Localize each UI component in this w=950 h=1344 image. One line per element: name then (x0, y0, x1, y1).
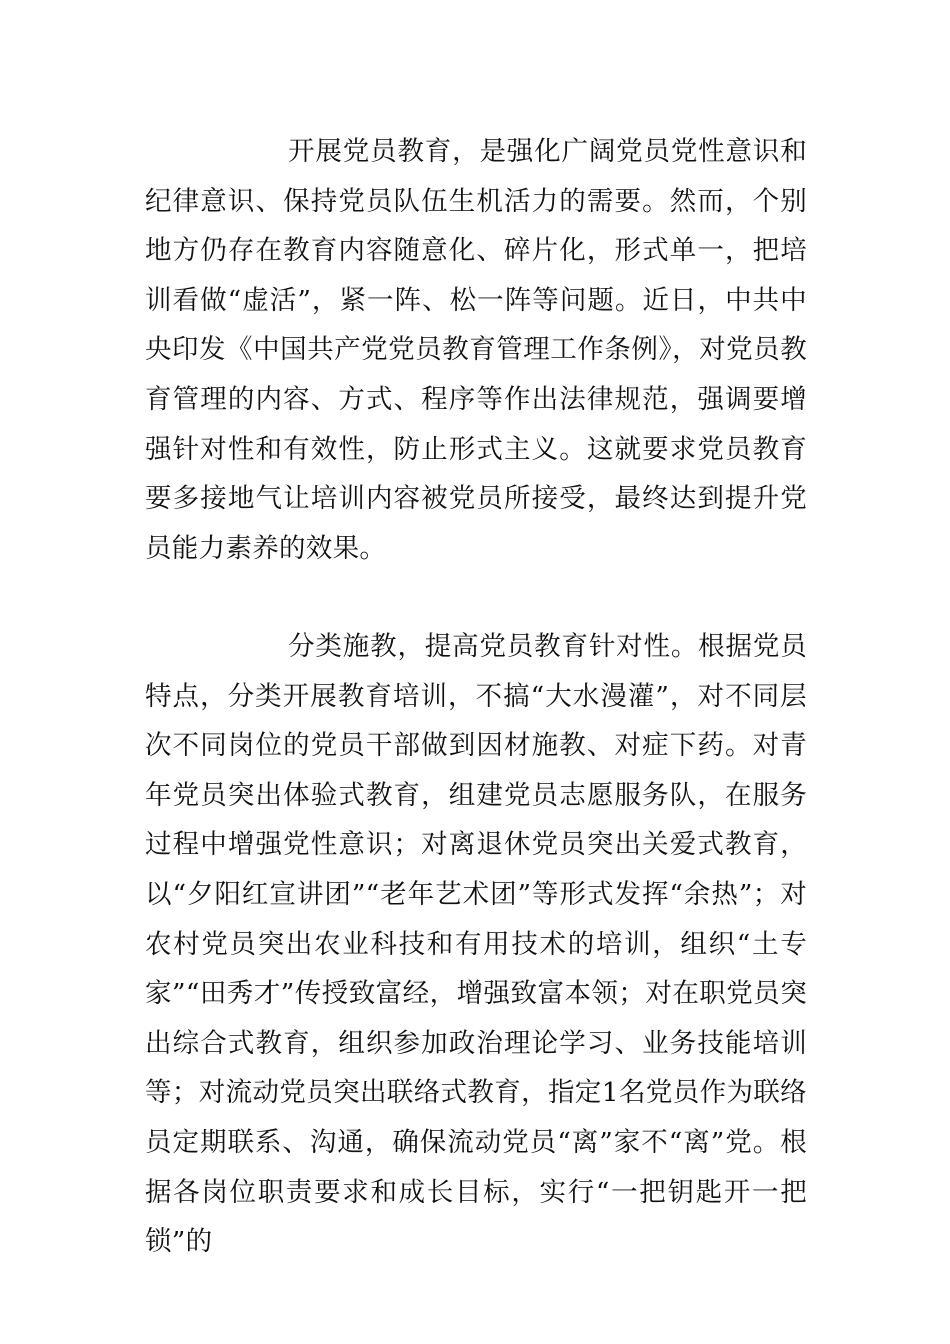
paragraph-party-member-education: 开展党员教育，是强化广阔党员党性意识和纪律意识、保持党员队伍生机活力的需要。然而，个别地方仍存在教育内容随意化、碎片化，形式单一，把培训看做“虚活”，紧一阵、松一阵等问题。近日，中共中央印发《中国共产党党员教育管理工作条例》，对党员教育管理的内容、方式、程序等作出法律规范，强调要增强针对性和有效性，防止形式主义。这就要求党员教育要多接地气让培训内容被党员所接受，最终达到提升党员能力素养的效果。 (145, 136, 807, 564)
paragraph-classified-teaching: 分类施教，提高党员教育针对性。根据党员特点，分类开展教育培训，不搞“大水漫灌”，对不同层次不同岗位的党员干部做到因材施教、对症下药。对青年党员突出体验式教育，组建党员志愿服务队，在服务过程中增强党性意识；对离退休党员突出关爱式教育，以“夕阳红宣讲团”“老年艺术团”等形式发挥“余热”；对农村党员突出农业科技和有用技术的培训，组织“土专家”“田秀才”传授致富经，增强致富本领；对在职党员突出综合式教育，组织参加政治理论学习、业务技能培训等；对流动党员突出联络式教育，指定1名党员作为联络员定期联系、沟通，确保流动党员“离”家不“离”党。根据各岗位职责要求和成长目标，实行“一把钥匙开一把锁”的 (145, 631, 807, 1258)
